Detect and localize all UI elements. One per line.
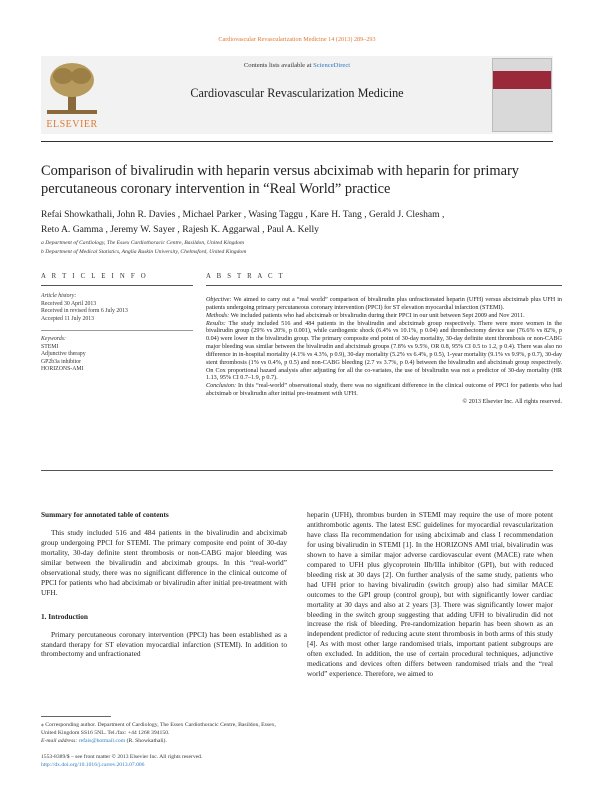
publication-info [41, 754, 341, 769]
introduction-heading: 1. Introduction [41, 611, 88, 621]
results-label: Results: [206, 320, 226, 327]
history-revised: Received in revised form 6 July 2013 [41, 308, 128, 315]
article-history [41, 293, 193, 323]
abstract-results [206, 321, 562, 384]
info-divider [41, 330, 193, 331]
author-line-1 [41, 208, 561, 223]
header-rule [41, 141, 553, 142]
first-author[interactable]: Refai Showkathali [41, 209, 113, 220]
conclusion-label: Conclusion: [206, 383, 237, 390]
objective-label: Objective: [206, 297, 232, 303]
abstract-rule [206, 285, 562, 286]
footnote-rule [41, 716, 111, 717]
sciencedirect-link[interactable]: ScienceDirect [313, 62, 351, 69]
cover-band [493, 71, 551, 89]
abstract-conclusion [206, 383, 562, 399]
right-column [307, 510, 553, 679]
author-line-2: Reto A. Gamma , Jeremy W. Sayer , Rajesh K. Aggarwal , Paul A. Kelly [41, 223, 319, 235]
issn-line: 1553-8389/$ – see front matter © 2013 Elsevier Inc. All rights reserved. [41, 754, 203, 760]
summary-heading: Summary for annotated table of contents [41, 510, 169, 519]
history-label: Article history: [41, 293, 77, 299]
summary-paragraph: This study included 516 and 484 patients in the bivalirudin and abciximab group undergoing PPCI for STEMI. The primary composite end point of 30-day mortality, 30-day definite stent thrombosis or non-CABG major bleeding was similar between the bivalirudin and abciximab groups. In this “real-world” observational study, there was no significant difference in the clinical outcome of PPCI for patients who had abciximab or bivalirudin after initial pre-treatment with UFH. [41, 527, 287, 597]
journal-cover-thumbnail [492, 58, 552, 132]
left-column [41, 510, 287, 659]
abstract-heading: A B S T R A C T [206, 273, 285, 280]
affiliation-a: a Department of Cardiology, The Essex Cardiothoracic Centre, Basildon, United Kingdom [41, 240, 245, 246]
journal-title: Cardiovascular Revascularization Medicine [190, 86, 404, 100]
abstract-bottom-rule [41, 470, 553, 471]
abstract-objective [206, 297, 562, 313]
keywords-label: Keywords: [41, 336, 66, 342]
abstract-methods [206, 313, 562, 321]
methods-label: Methods: [206, 312, 230, 319]
author-line-1-rest: , John R. Davies , Michael Parker , Wasing Taggu , Kare H. Tang , Gerald J. Clesham , [112, 209, 445, 220]
affiliation-b: b Department of Medical Statistics, Anglia Ruskin University, Chelmsford, United Kingdom [41, 249, 247, 255]
journal-reference[interactable]: Cardiovascular Revascularization Medicine 14 (2013) 289–293 [218, 36, 376, 43]
introduction-paragraph: Primary percutaneous coronary intervention (PPCI) has been established as a standard therapy for ST elevation myocardial infarction (STEMI). In addition to thrombectomy and unfractionated [41, 629, 287, 659]
history-received: Received 30 April 2013 [41, 300, 97, 307]
article-info-rule [41, 285, 193, 286]
conclusion-text: In this “real-world” observational study, there was no significant difference in the clinical outcome of PPCI for patients who had abciximab or bivalirudin after initial pre-treatment with UFH. [206, 383, 562, 398]
doi-link[interactable]: http://dx.doi.org/10.1016/j.carrev.2013.07.006 [41, 761, 145, 768]
abstract-body [206, 297, 562, 407]
copyright-line: © 2013 Elsevier Inc. All rights reserved. [462, 398, 562, 405]
article-title: Comparison of bivalirudin with heparin versus abciximab with heparin for primary percutaneous coronary intervention in “Real World” practice [41, 163, 519, 197]
contents-prefix: Contents lists available at [243, 62, 314, 69]
results-text: The study included 516 and 484 patients in the bivalirudin and abciximab group respectively. There were more women in the bivalirudin group (29% vs 20%, p 0.001), while cardiogenic shock (6.4% vs 10.1%, p 0.04) and thrombectomy device use (76.6% vs 82%, p 0.04) were lower in the bivalirudin group. The primary composite end point of 30-day mortality, 30-day definite stent thrombosis or non-CABG major bleeding was similar between the bivalirudin and abciximab groups (7.8% vs 9.5%, OR 0.8, 95% CI 0.5 to 1.2, p 0.4). There was also no difference in in-hospital mortality (4.1% vs 4.3%, p 0.9), 30-day mortality (5.2% vs 6.4%, p 0.5), 1-year mortality (9.1% vs 9.9%, p 0.7), 30-day stent thrombosis (1% vs 0.4%, p 0.5) and non-CABG bleeding (2.7 vs 3.7%, p 0.4) between the bivalirudin and abciximab group respectively. On Cox proportional hazard analysis after adjusting for all the co-variates, the use of bivalirudin was not a predictor of 30-day mortality (HR 1.13, 95% CI 0.7–1.9, p 0.7). [206, 320, 562, 382]
right-column-paragraph: heparin (UFH), thrombus burden in STEMI may require the use of more potent antithrombotic agents. The latest ESC guidelines for myocardial revascularization have class IIa recommendation for using abciximab and class I recommendation for using bivalirudin in STEMI [1]. In the HORIZONS AMI trial, bivalirudin was shown to have a similar major adverse cardiovascular event (MACE) rate when compared to UFH plus glycoprotein IIb/IIIa inhibitor (GPI), but with reduced bleeding risk at 30 days [2]. On further analysis of the same study, patients who had UFH prior to having bivalirudin (switch group) also had similar MACE outcomes to the GPI group (control group), but with significantly lower cardiac mortality at 30 days and also at 2 years [3]. There was significantly lower major bleeding in the switch group suggesting that adding UFH to bivalirudin did not increase the risk of bleeding. Pre-randomization heparin has been shown as an independent predictor of reducing acute stent thrombosis in both arms of this study [4]. As with most other large randomised trials, important patient subgroups are often excluded. In addition, the use of certain procedural techniques, adjunctive medications and devices often differs between randomised trials and the “real world” experience. Therefore, we aimed to [307, 510, 553, 679]
corresponding-author-note: ⁎ Corresponding author. Department of Cardiology, The Essex Cardiothoracic Centre, Basildon, Essex, United Kingdom SS16 5NL. Tel./fax: +44 1268 394150. [41, 722, 276, 736]
methods-text: We included patients who had abciximab or bivalirudin during their PPCI in our unit between Sept 2009 and Nov 2011. [229, 312, 525, 319]
keywords-block [41, 336, 193, 374]
keyword: HORIZONS-AMI [41, 366, 84, 373]
author-email-link[interactable]: refais@hotmail.com [78, 738, 126, 744]
publisher-name: ELSEVIER [46, 119, 98, 130]
email-label: E-mail address: [41, 738, 79, 744]
email-note [41, 737, 287, 745]
email-suffix: (R. Showkathali). [125, 738, 167, 744]
author-list [41, 208, 561, 237]
affiliations [41, 239, 551, 257]
article-info-heading: A R T I C L E I N F O [41, 273, 148, 280]
history-accepted: Accepted 11 July 2013 [41, 315, 95, 322]
keyword: STEMI [41, 343, 59, 350]
objective-text: We aimed to carry out a “real world” comparison of bivalirudin plus unfractionated heparin (UFH) versus abciximab plus UFH in patients undergoing primary percutaneous coronary intervention (PPCI) for ST elevation myocardial infarction (STEMI). [206, 297, 562, 311]
keyword: Adjunctive therapy [41, 351, 86, 358]
keyword: GP2b3a inhibitor [41, 358, 82, 365]
footnotes [41, 721, 287, 745]
